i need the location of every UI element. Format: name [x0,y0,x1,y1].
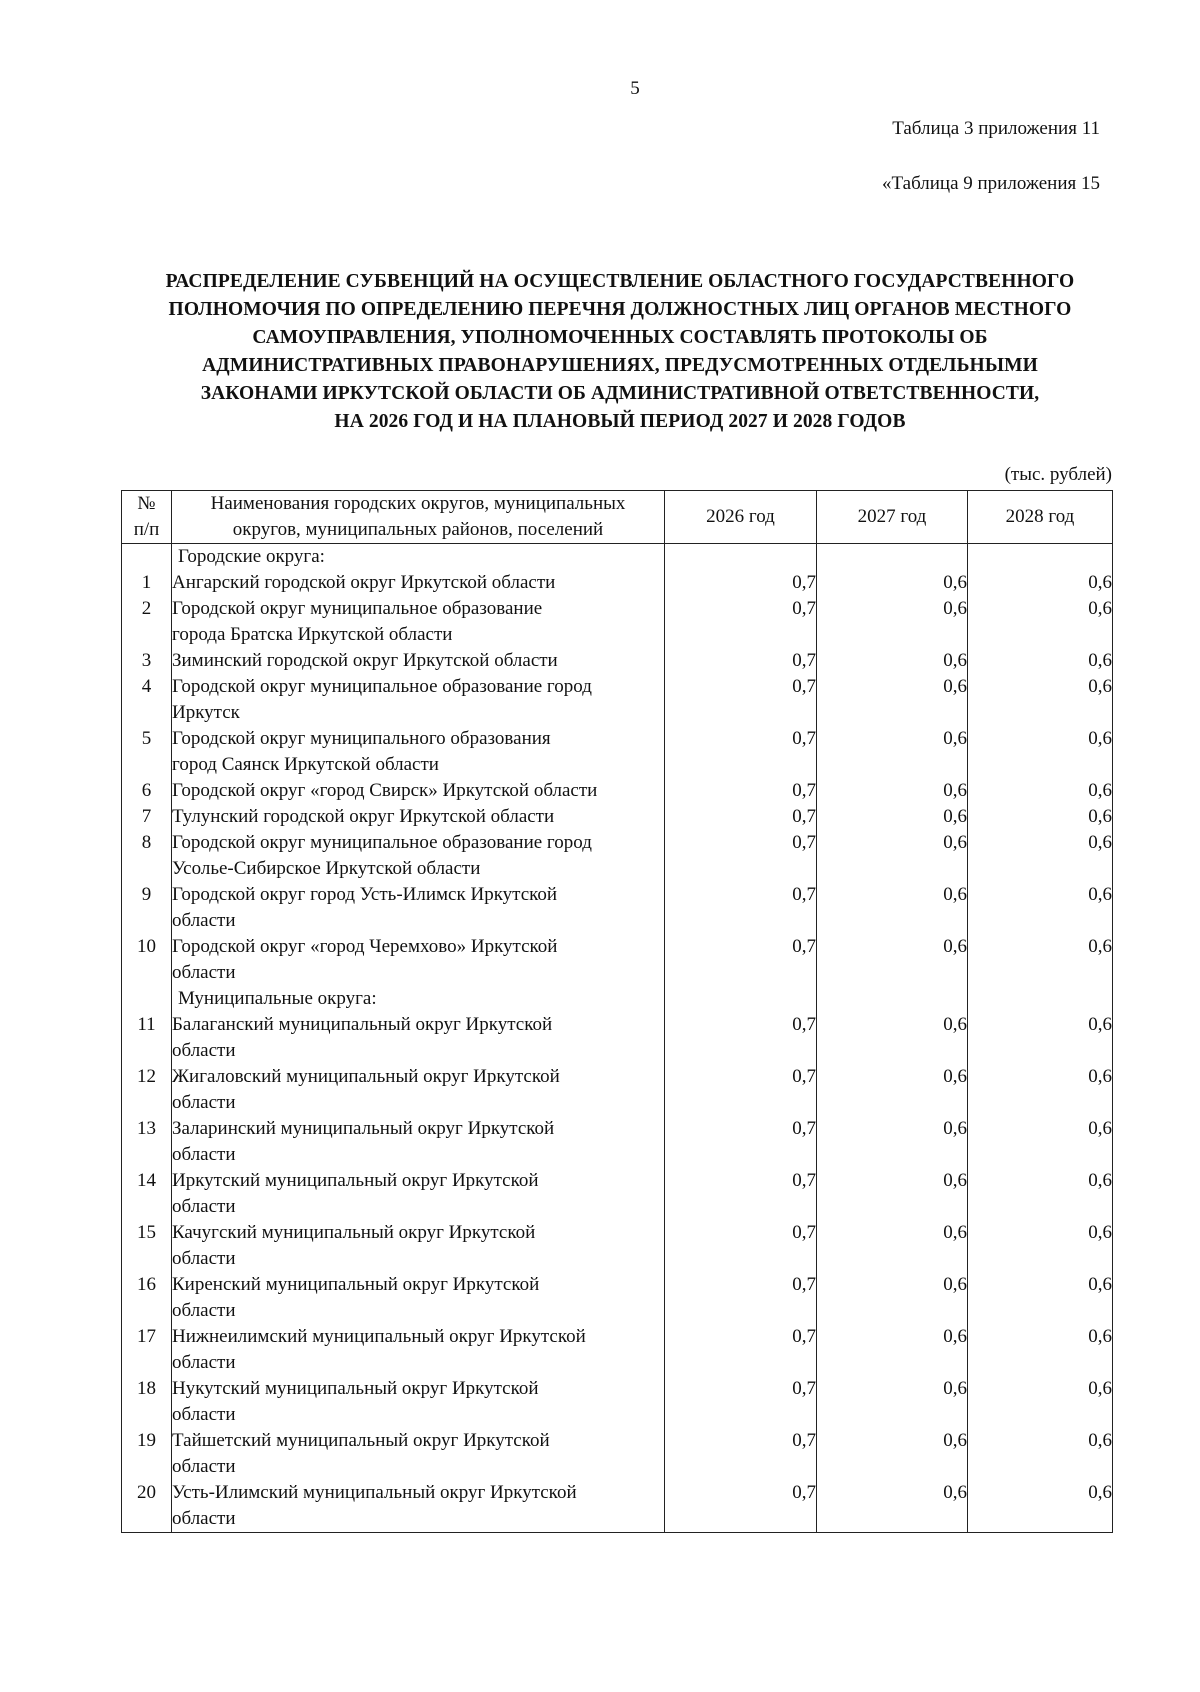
value-2027: 0,6 [817,934,968,986]
row-number: 9 [122,882,172,934]
value-2027: 0,6 [817,1168,968,1220]
value-2026: 0,7 [665,1428,817,1480]
row-number [122,986,172,1012]
row-name [172,934,665,986]
row-number: 5 [122,726,172,778]
header-name-line-1: Наименования городских округов, муниципальных [210,493,626,514]
row-number: 4 [122,674,172,726]
title-line: ЗАКОНАМИ ИРКУТСКОЙ ОБЛАСТИ ОБ АДМИНИСТРАТИВНОЙ ОТВЕТСТВЕННОСТИ, [200,383,1040,404]
value-2027: 0,6 [817,1376,968,1428]
value-2028: 0,6 [968,778,1113,804]
row-name-line: области [172,1040,236,1061]
value-2026: 0,7 [665,1168,817,1220]
group-label: Муниципальные округа: [172,986,665,1012]
title-line: АДМИНИСТРАТИВНЫХ ПРАВОНАРУШЕНИЯХ, ПРЕДУСМОТРЕННЫХ ОТДЕЛЬНЫМИ [202,355,1038,376]
value-2027 [817,544,968,571]
value-2028: 0,6 [968,596,1113,648]
value-2027 [817,986,968,1012]
value-2026: 0,7 [665,726,817,778]
title-line: САМОУПРАВЛЕНИЯ, УПОЛНОМОЧЕННЫХ СОСТАВЛЯТЬ ПРОТОКОЛЫ ОБ [252,327,988,348]
row-name-line: области [172,1404,236,1425]
table-row [122,1376,1113,1428]
value-2028: 0,6 [968,1064,1113,1116]
subvention-table [121,490,1113,1533]
row-name [172,1012,665,1064]
header-2028: 2028 год [968,491,1113,544]
row-name-line: города Братска Иркутской области [172,624,453,645]
row-name [172,674,665,726]
row-name-line: Иркутск [172,702,240,723]
row-name-line: город Саянск Иркутской области [172,754,439,775]
header-num [122,491,172,544]
row-name-line: Городской округ город Усть-Илимск Иркутской [172,884,558,905]
value-2026: 0,7 [665,882,817,934]
row-number [122,544,172,571]
row-number: 7 [122,804,172,830]
row-name-line: Усолье-Сибирское Иркутской области [172,858,481,879]
value-2026: 0,7 [665,596,817,648]
row-name-line: Нижнеилимский муниципальный округ Иркутской [172,1326,586,1347]
table-body [122,544,1113,1533]
table-row [122,674,1113,726]
value-2027: 0,6 [817,804,968,830]
value-2028: 0,6 [968,1116,1113,1168]
table-row [122,1480,1113,1533]
value-2027: 0,6 [817,1116,968,1168]
value-2026: 0,7 [665,1376,817,1428]
value-2027: 0,6 [817,648,968,674]
row-name [172,778,665,804]
row-name-line: Городской округ «город Черемхово» Иркутской [172,936,558,957]
value-2026: 0,7 [665,830,817,882]
row-name [172,1116,665,1168]
value-2028: 0,6 [968,1480,1113,1533]
row-name [172,882,665,934]
row-number: 15 [122,1220,172,1272]
value-2026: 0,7 [665,804,817,830]
row-name-line: области [172,1196,236,1217]
row-name [172,1064,665,1116]
row-name-line: Городской округ «город Свирск» Иркутской области [172,780,598,801]
title-line: НА 2026 ГОД И НА ПЛАНОВЫЙ ПЕРИОД 2027 И 2028 ГОДОВ [334,411,906,432]
value-2028 [968,986,1113,1012]
value-2027: 0,6 [817,1324,968,1376]
row-name [172,726,665,778]
value-2028: 0,6 [968,882,1113,934]
value-2027: 0,6 [817,882,968,934]
row-number: 14 [122,1168,172,1220]
row-name-line: Нукутский муниципальный округ Иркутской [172,1378,539,1399]
row-number: 6 [122,778,172,804]
value-2028: 0,6 [968,674,1113,726]
group-label: Городские округа: [172,544,665,571]
value-2026: 0,7 [665,648,817,674]
row-name-line: Ангарский городской округ Иркутской области [172,572,556,593]
page-number: 5 [630,78,640,99]
row-name-line: Усть-Илимский муниципальный округ Иркутской [172,1482,577,1503]
value-2027: 0,6 [817,830,968,882]
row-name-line: Качугский муниципальный округ Иркутской [172,1222,536,1243]
value-2026: 0,7 [665,778,817,804]
header-2026: 2026 год [665,491,817,544]
value-2027: 0,6 [817,1220,968,1272]
value-2026: 0,7 [665,1012,817,1064]
row-number: 19 [122,1428,172,1480]
table-row [122,882,1113,934]
row-number: 3 [122,648,172,674]
row-name-line: Городской округ муниципального образования [172,728,551,749]
value-2028: 0,6 [968,1324,1113,1376]
table-row [122,1064,1113,1116]
row-number: 11 [122,1012,172,1064]
row-name [172,596,665,648]
value-2028: 0,6 [968,1012,1113,1064]
row-name-line: Заларинский муниципальный округ Иркутской [172,1118,555,1139]
table-row [122,830,1113,882]
value-2028: 0,6 [968,1272,1113,1324]
row-name-line: области [172,962,236,983]
value-2027: 0,6 [817,674,968,726]
value-2026: 0,7 [665,934,817,986]
table-row [122,1428,1113,1480]
table-reference-line-2: «Таблица 9 приложения 15 [882,173,1100,194]
title-line: ПОЛНОМОЧИЯ ПО ОПРЕДЕЛЕНИЮ ПЕРЕЧНЯ ДОЛЖНОСТНЫХ ЛИЦ ОРГАНОВ МЕСТНОГО [168,299,1072,320]
row-name-line: Городской округ муниципальное образование [172,598,543,619]
row-number: 12 [122,1064,172,1116]
header-2027: 2027 год [817,491,968,544]
value-2028: 0,6 [968,804,1113,830]
row-name-line: области [172,910,236,931]
table-row [122,726,1113,778]
row-name-line: Жигаловский муниципальный округ Иркутской [172,1066,560,1087]
document-title [110,268,1130,436]
row-number: 20 [122,1480,172,1533]
value-2026: 0,7 [665,674,817,726]
table-row [122,1220,1113,1272]
value-2027: 0,6 [817,778,968,804]
row-name-line: области [172,1300,236,1321]
row-name [172,1272,665,1324]
row-number: 18 [122,1376,172,1428]
row-name-line: Балаганский муниципальный округ Иркутской [172,1014,553,1035]
row-name-line: Городской округ муниципальное образование город [172,676,592,697]
row-name-line: Городской округ муниципальное образование город [172,832,592,853]
row-name-line: области [172,1456,236,1477]
value-2026 [665,986,817,1012]
table-row [122,1168,1113,1220]
row-number: 13 [122,1116,172,1168]
value-2028: 0,6 [968,1220,1113,1272]
value-2028: 0,6 [968,1428,1113,1480]
value-2028: 0,6 [968,1376,1113,1428]
row-name-line: области [172,1352,236,1373]
value-2028: 0,6 [968,648,1113,674]
value-2026: 0,7 [665,1272,817,1324]
row-name [172,1168,665,1220]
row-name-line: Тулунский городской округ Иркутской области [172,806,555,827]
table-row [122,1012,1113,1064]
header-name-line-2: округов, муниципальных районов, поселений [232,519,604,540]
header-num-line-2: п/п [133,519,160,540]
value-2026: 0,7 [665,1116,817,1168]
row-name-line: области [172,1248,236,1269]
table-reference-line-1: Таблица 3 приложения 11 [892,118,1100,139]
value-2028: 0,6 [968,1168,1113,1220]
row-name [172,570,665,596]
row-name [172,1376,665,1428]
table-row [122,570,1113,596]
table-row [122,648,1113,674]
row-number: 2 [122,596,172,648]
value-2027: 0,6 [817,596,968,648]
value-2027: 0,6 [817,1272,968,1324]
table-row [122,596,1113,648]
row-name [172,804,665,830]
value-2026 [665,544,817,571]
row-name-line: Иркутский муниципальный округ Иркутской [172,1170,539,1191]
table-header-row [122,491,1113,544]
row-number: 10 [122,934,172,986]
value-2026: 0,7 [665,570,817,596]
value-2028 [968,544,1113,571]
value-2028: 0,6 [968,830,1113,882]
value-2028: 0,6 [968,934,1113,986]
row-name [172,1428,665,1480]
header-name [172,491,665,544]
value-2027: 0,6 [817,1064,968,1116]
table-row [122,1116,1113,1168]
value-2026: 0,7 [665,1324,817,1376]
row-number: 8 [122,830,172,882]
value-2027: 0,6 [817,570,968,596]
value-2027: 0,6 [817,1480,968,1533]
value-2027: 0,6 [817,1012,968,1064]
value-2026: 0,7 [665,1480,817,1533]
value-2028: 0,6 [968,570,1113,596]
row-name-line: области [172,1144,236,1165]
table-row [122,804,1113,830]
row-name [172,1480,665,1533]
value-2026: 0,7 [665,1220,817,1272]
row-name-line: Зиминский городской округ Иркутской области [172,650,558,671]
row-name [172,648,665,674]
table-row [122,778,1113,804]
row-name [172,1324,665,1376]
row-name-line: области [172,1508,236,1529]
row-name [172,830,665,882]
group-row [122,986,1113,1012]
title-line: РАСПРЕДЕЛЕНИЕ СУБВЕНЦИЙ НА ОСУЩЕСТВЛЕНИЕ ОБЛАСТНОГО ГОСУДАРСТВЕННОГО [165,271,1075,292]
units-label: (тыс. рублей) [1004,464,1112,485]
value-2028: 0,6 [968,726,1113,778]
table-row [122,1324,1113,1376]
value-2026: 0,7 [665,1064,817,1116]
row-name-line: области [172,1092,236,1113]
value-2027: 0,6 [817,726,968,778]
row-name-line: Киренский муниципальный округ Иркутской [172,1274,540,1295]
row-number: 1 [122,570,172,596]
table-row [122,1272,1113,1324]
row-name [172,1220,665,1272]
row-number: 17 [122,1324,172,1376]
group-row [122,544,1113,571]
header-num-line-1: № [137,493,156,514]
row-name-line: Тайшетский муниципальный округ Иркутской [172,1430,550,1451]
table-row [122,934,1113,986]
row-number: 16 [122,1272,172,1324]
value-2027: 0,6 [817,1428,968,1480]
